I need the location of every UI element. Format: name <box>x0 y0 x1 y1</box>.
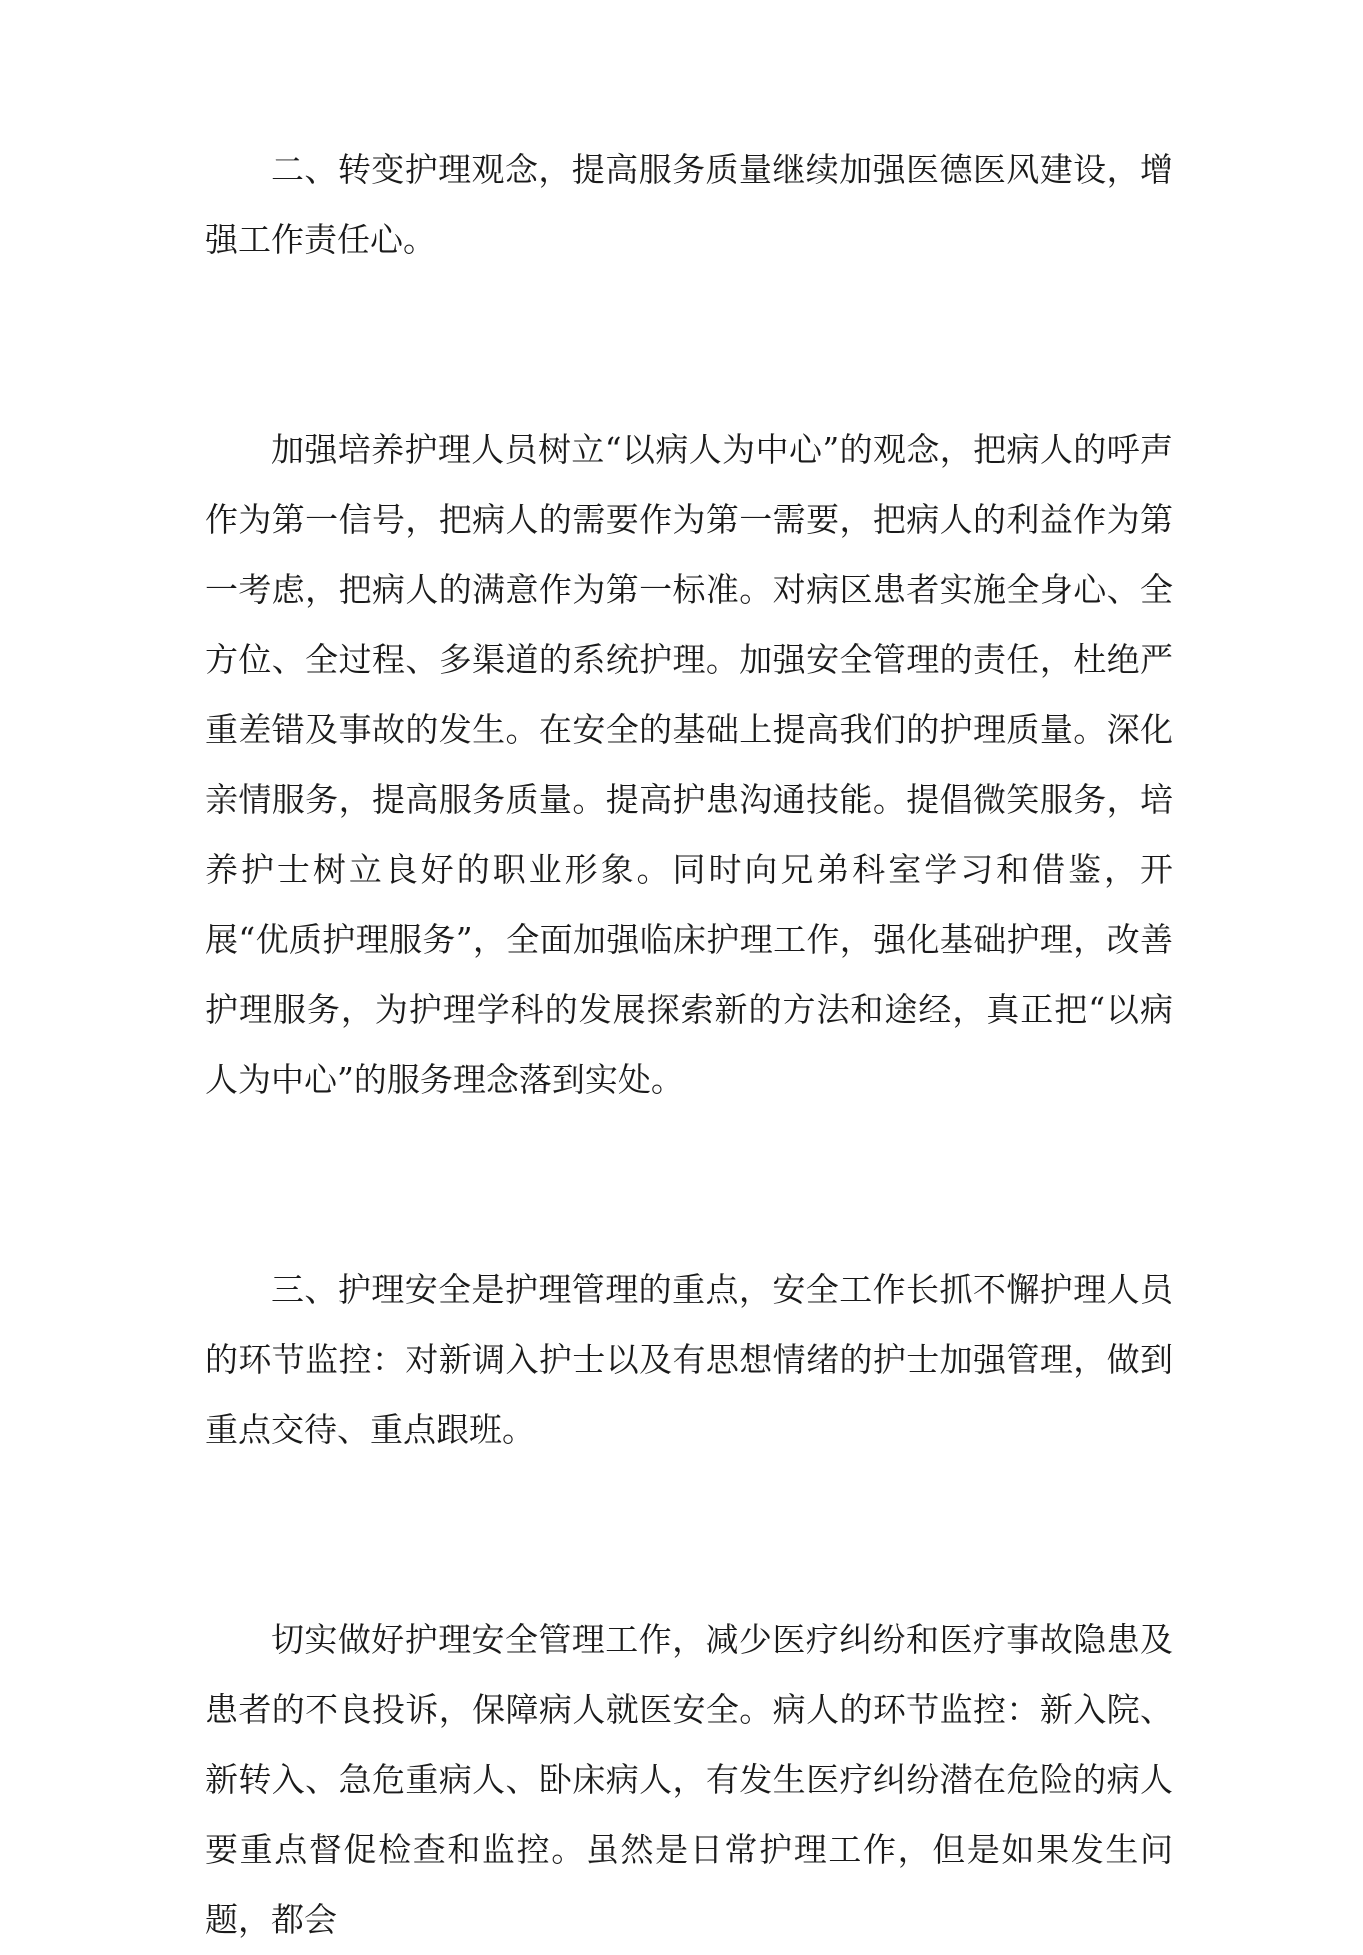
paragraph-section-two-heading: 二、转变护理观念，提高服务质量继续加强医德医风建设，增强工作责任心。 <box>205 150 1173 259</box>
document-body <box>205 135 1173 1955</box>
paragraph-patient-centered-care: 加强培养护理人员树立“以病人为中心”的观念，把病人的呼声作为第一信号，把病人的需要作为第一需要，把病人的利益作为第一考虑，把病人的满意作为第一标准。对病区患者实施全身心、全方位、全过程、多渠道的系统护理。加强安全管理的责任，杜绝严重差错及事故的发生。在安全的基础上提高我们的护理质量。深化亲情服务，提高服务质量。提高护患沟通技能。提倡微笑服务，培养护士树立良好的职业形象。同时向兄弟科室学习和借鉴，开展“优质护理服务”，全面加强临床护理工作，强化基础护理，改善护理服务，为护理学科的发展探索新的方法和途经，真正把“以病人为中心”的服务理念落到实处。 <box>205 430 1173 1099</box>
paragraph-section-three-heading: 三、护理安全是护理管理的重点，安全工作长抓不懈护理人员的环节监控：对新调入护士以及有思想情绪的护士加强管理，做到重点交待、重点跟班。 <box>205 1270 1173 1449</box>
paragraph-safety-management: 切实做好护理安全管理工作，减少医疗纠纷和医疗事故隐患及患者的不良投诉，保障病人就医安全。病人的环节监控：新入院、新转入、急危重病人、卧床病人，有发生医疗纠纷潜在危险的病人要重点督促检查和监控。虽然是日常护理工作，但是如果发生问题，都会 <box>205 1620 1173 1939</box>
